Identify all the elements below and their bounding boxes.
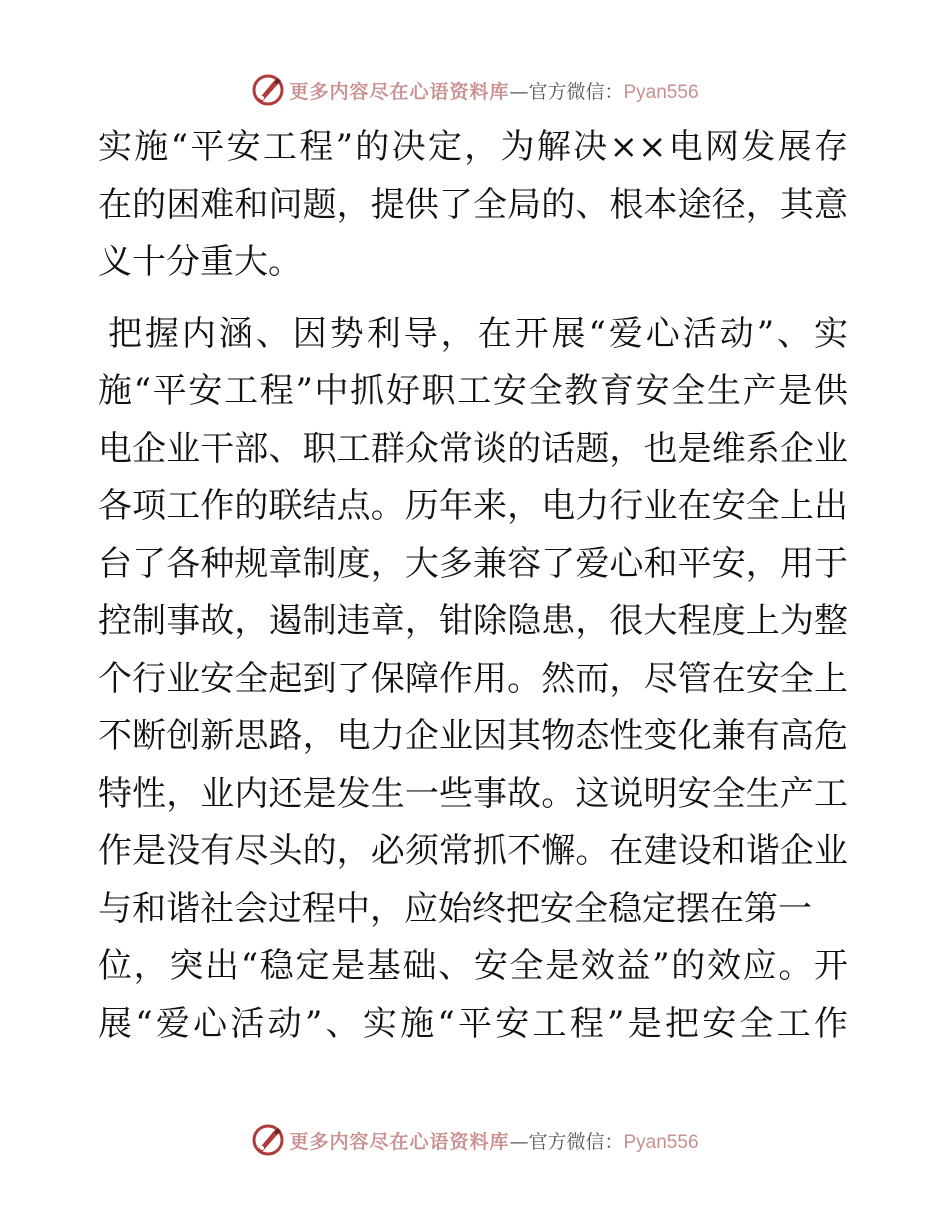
paragraph-gap (98, 292, 848, 306)
text-line: 在的困难和问题，提供了全局的、根本途径，其意 (98, 184, 848, 225)
text-line: 台了各种规章制度，大多兼容了爱心和平安，用于 (98, 543, 848, 584)
watermark-wechat-handle: Pyan556 (623, 1131, 699, 1153)
paragraph-1 (98, 119, 848, 292)
text-line: 实施“平安工程”的决定，为解决××电网发展存 (98, 127, 848, 167)
text-line: 控制事故，遏制违章，钳除隐患，很大程度上为整 (98, 601, 848, 641)
watermark-text (289, 1127, 698, 1154)
text-line: 各项工作的联结点。历年来，电力行业在安全上出 (98, 486, 848, 526)
text-line: 施“平安工程”中抓好职工安全教育安全生产是供 (98, 371, 848, 411)
text-line: 展“爱心活动”、实施“平安工程”是把安全工作 (98, 1003, 848, 1044)
footer-watermark-banner (0, 1120, 950, 1160)
header-watermark-banner (0, 70, 950, 110)
watermark-official-label: —官方微信： (509, 1130, 624, 1153)
text-line: 个行业安全起到了保障作用。然而，尽管在安全上 (98, 658, 848, 699)
text-line: 与和谐社会过程中，应始终把安全稳定摆在第一 (98, 888, 812, 929)
text-line: 把握内涵、因势利导，在开展“爱心活动”、实 (108, 313, 848, 354)
pen-logo-icon (251, 73, 285, 107)
pen-logo-icon (251, 1123, 285, 1157)
text-line: 不断创新思路，电力企业因其物态性变化兼有高危 (98, 716, 848, 756)
text-line: 义十分重大。 (98, 242, 302, 282)
watermark-main-text: 更多内容尽在心语资料库 (289, 1130, 510, 1153)
text-line: 电企业干部、职工群众常谈的话题，也是维系企业 (98, 428, 848, 469)
text-line: 作是没有尽头的，必须常抓不懈。在建设和谐企业 (98, 831, 848, 871)
document-body (98, 119, 848, 1053)
paragraph-2 (98, 306, 848, 1054)
watermark-wechat-handle: Pyan556 (623, 81, 699, 103)
watermark-text (289, 77, 698, 104)
text-line: 位，突出“稳定是基础、安全是效益”的效应。开 (98, 946, 848, 986)
watermark-main-text: 更多内容尽在心语资料库 (289, 80, 510, 103)
watermark-official-label: —官方微信： (509, 80, 624, 103)
text-line: 特性，业内还是发生一些事故。这说明安全生产工 (98, 773, 848, 814)
